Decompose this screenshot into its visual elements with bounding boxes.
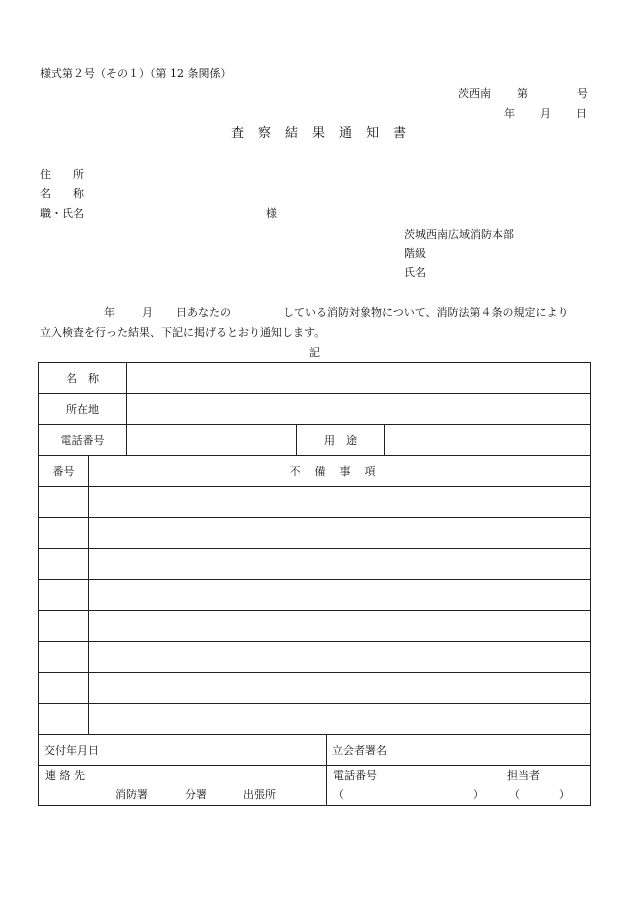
facility-name-label: 名 称 <box>39 363 127 394</box>
body-month: 月 <box>142 306 153 319</box>
outpost-label: 出張所 <box>243 788 276 801</box>
defect-text-cell <box>89 611 591 642</box>
ki-heading: 記 <box>309 346 320 359</box>
phone-label: 電話番号 <box>39 425 127 456</box>
officer-paren-close: ） <box>559 788 570 801</box>
defect-number-cell <box>39 518 89 549</box>
reference-go: 号 <box>577 87 588 100</box>
usage-label: 用 途 <box>297 425 385 456</box>
defect-text-cell <box>89 673 591 704</box>
office-prefix: 茨西南 <box>458 87 491 100</box>
defect-text-cell <box>89 487 591 518</box>
date-day: 日 <box>576 107 587 120</box>
sender-rank: 階級 <box>404 247 426 260</box>
defect-row <box>39 642 591 673</box>
delivery-date-cell <box>39 735 327 766</box>
officer-label: 担当者 <box>507 769 540 782</box>
defect-row <box>39 518 591 549</box>
defect-number-cell <box>39 704 89 735</box>
defect-number-cell <box>39 642 89 673</box>
usage-value <box>385 425 591 456</box>
contact-phone-label: 電話番号 <box>333 769 377 782</box>
defect-number-cell <box>39 487 89 518</box>
sender-organization: 茨城西南広域消防本部 <box>404 228 514 241</box>
defect-number-cell <box>39 549 89 580</box>
date-month: 月 <box>540 107 551 120</box>
branch-office-label: 分署 <box>185 788 207 801</box>
date-year: 年 <box>504 107 515 120</box>
defect-number-cell <box>39 611 89 642</box>
officer-paren-open: （ <box>509 788 520 801</box>
witness-cell <box>327 735 591 766</box>
defects-header: 不備事項 <box>89 456 591 487</box>
contact-cell <box>39 766 327 806</box>
title-name-label: 職・氏名 <box>40 207 84 220</box>
phone-paren-close: ） <box>473 788 484 801</box>
defect-row <box>39 549 591 580</box>
facility-table <box>38 362 591 456</box>
defects-table <box>38 455 591 735</box>
phone-value <box>127 425 297 456</box>
defect-text-cell <box>89 580 591 611</box>
defect-text-cell <box>89 704 591 735</box>
location-label: 所在地 <box>39 394 127 425</box>
defect-number-cell <box>39 673 89 704</box>
defect-text-cell <box>89 518 591 549</box>
address-label: 住 所 <box>40 168 84 181</box>
defect-row <box>39 673 591 704</box>
defect-text-cell <box>89 642 591 673</box>
form-number-label: 様式第２号（その１）（第 12 条関係） <box>40 67 232 80</box>
defect-row <box>39 580 591 611</box>
defect-number-cell <box>39 580 89 611</box>
defect-text-cell <box>89 549 591 580</box>
defect-row <box>39 487 591 518</box>
honorific: 様 <box>266 207 277 220</box>
defect-row <box>39 611 591 642</box>
body-line2: 立入検査を行った結果、下記に掲げるとおり通知します。 <box>40 326 326 339</box>
facility-name-value <box>127 363 591 394</box>
location-value <box>127 394 591 425</box>
document-title: 査察結果通知書 <box>231 126 421 141</box>
body-line1-rest: している消防対象物について、消防法第４条の規定により <box>283 306 569 319</box>
footer-table <box>38 734 591 806</box>
witness-signature-label: 立会者署名 <box>332 744 387 757</box>
body-year: 年 <box>104 306 115 319</box>
number-header: 番号 <box>39 456 89 487</box>
fire-station-label: 消防署 <box>115 788 148 801</box>
name-label: 名 称 <box>40 187 84 200</box>
contact-label: 連 絡 先 <box>45 769 85 782</box>
reference-dai: 第 <box>517 87 528 100</box>
delivery-date-label: 交付年月日 <box>44 744 99 757</box>
defect-row <box>39 704 591 735</box>
contact-phone-cell <box>327 766 591 806</box>
phone-paren-open: （ <box>333 788 344 801</box>
sender-name: 氏名 <box>404 266 426 279</box>
body-day: 日あなたの <box>176 306 231 319</box>
